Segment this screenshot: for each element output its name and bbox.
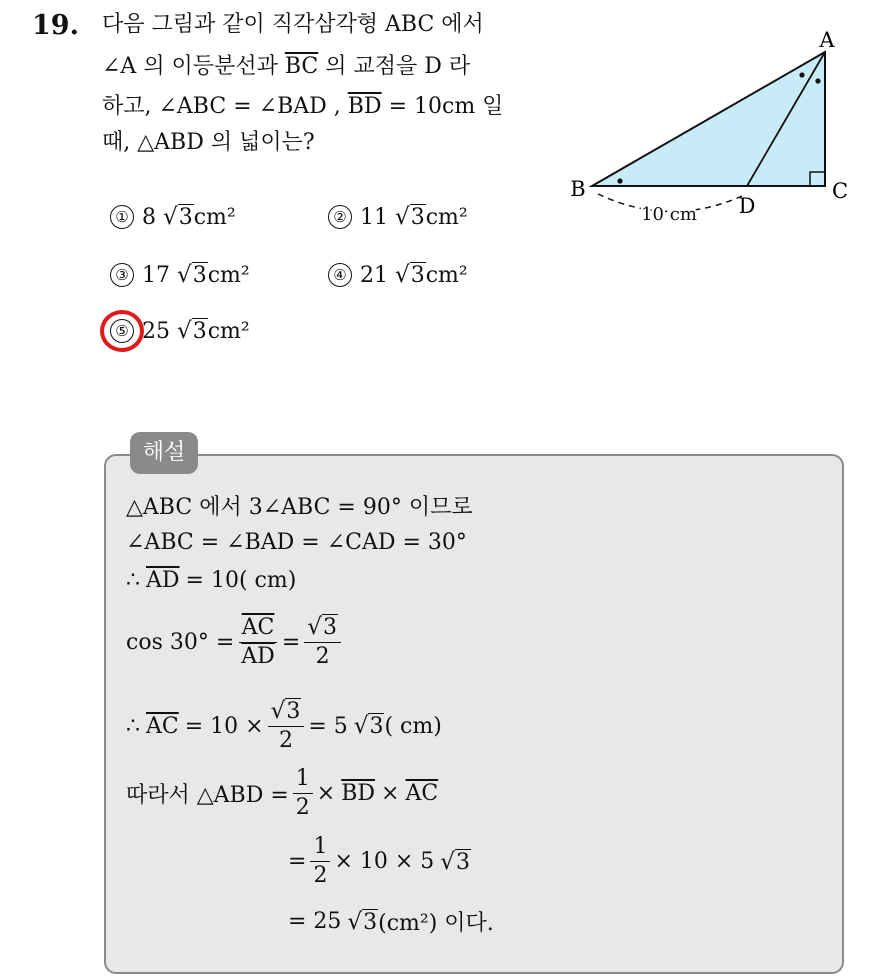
choice-2[interactable]: ② 11 √3cm²: [328, 204, 468, 230]
label-a: A: [819, 28, 835, 52]
choice-3[interactable]: ③ 17 √3cm²: [110, 262, 250, 288]
choice-1[interactable]: ① 8 √3cm²: [110, 204, 236, 230]
question-line-1: 다음 그림과 같이 직각삼각형 ABC 에서: [102, 12, 484, 37]
question-line-4: 때, △ABD 의 넓이는?: [102, 130, 315, 155]
solution-line-2: ∠ABC = ∠BAD = ∠CAD = 30°: [126, 530, 467, 555]
selected-answer-circle: [100, 310, 144, 352]
question-line-3: 하고, ∠ABC = ∠BAD , $\overline{BD} = 10cm$ 일: [102, 94, 504, 119]
solution-tag: 해설: [130, 432, 198, 474]
solution-line-8: = 25 √3 (cm²) 이다.: [288, 908, 494, 936]
label-c: C: [831, 179, 849, 203]
label-d: D: [738, 194, 756, 218]
choice-5[interactable]: ⑤ 25 √3cm²: [110, 318, 250, 344]
solution-line-3: ∴ $\overline{AD}$ = 10( cm): [126, 568, 297, 593]
question-number: 19.: [32, 10, 79, 41]
triangle-abc: [592, 52, 825, 186]
segment-bc: $\overline{BC}$: [284, 54, 319, 79]
question-line-2: ∠A 의 이등분선과 $\overline{BC}$ 의 교점을 D 라: [102, 54, 471, 79]
solution-line-1: △ABC 에서 3∠ABC = 90° 이므로: [126, 495, 473, 520]
solution-line-6: 따라서 △ABD = $\frac{1}{2}$ × $\overline{BD}$ × $\overline{AC}$: [126, 766, 439, 820]
angle-dot-a2: [815, 78, 820, 83]
solution-line-7: = $\frac{1}{2}$ × 10 × 5 √3: [288, 834, 470, 888]
solution-line-5: ∴ $\overline{AC}$ = 10 × $\frac{√3}{2}$ = 5 √3 ( cm): [126, 698, 442, 753]
angle-dot-b: [617, 178, 622, 183]
triangle-figure: [560, 20, 860, 230]
angle-dot-a1: [799, 72, 804, 77]
solution-line-4: cos 30° = $\frac{\overline{AC}}{AD}$ = $\frac{√3}{2}$: [126, 614, 345, 670]
choice-4[interactable]: ④ 21 √3cm²: [328, 262, 468, 288]
segment-bd: $\overline{BD}$: [347, 94, 382, 119]
label-b: B: [570, 177, 586, 201]
length-label-bd: 10 cm: [641, 204, 697, 225]
